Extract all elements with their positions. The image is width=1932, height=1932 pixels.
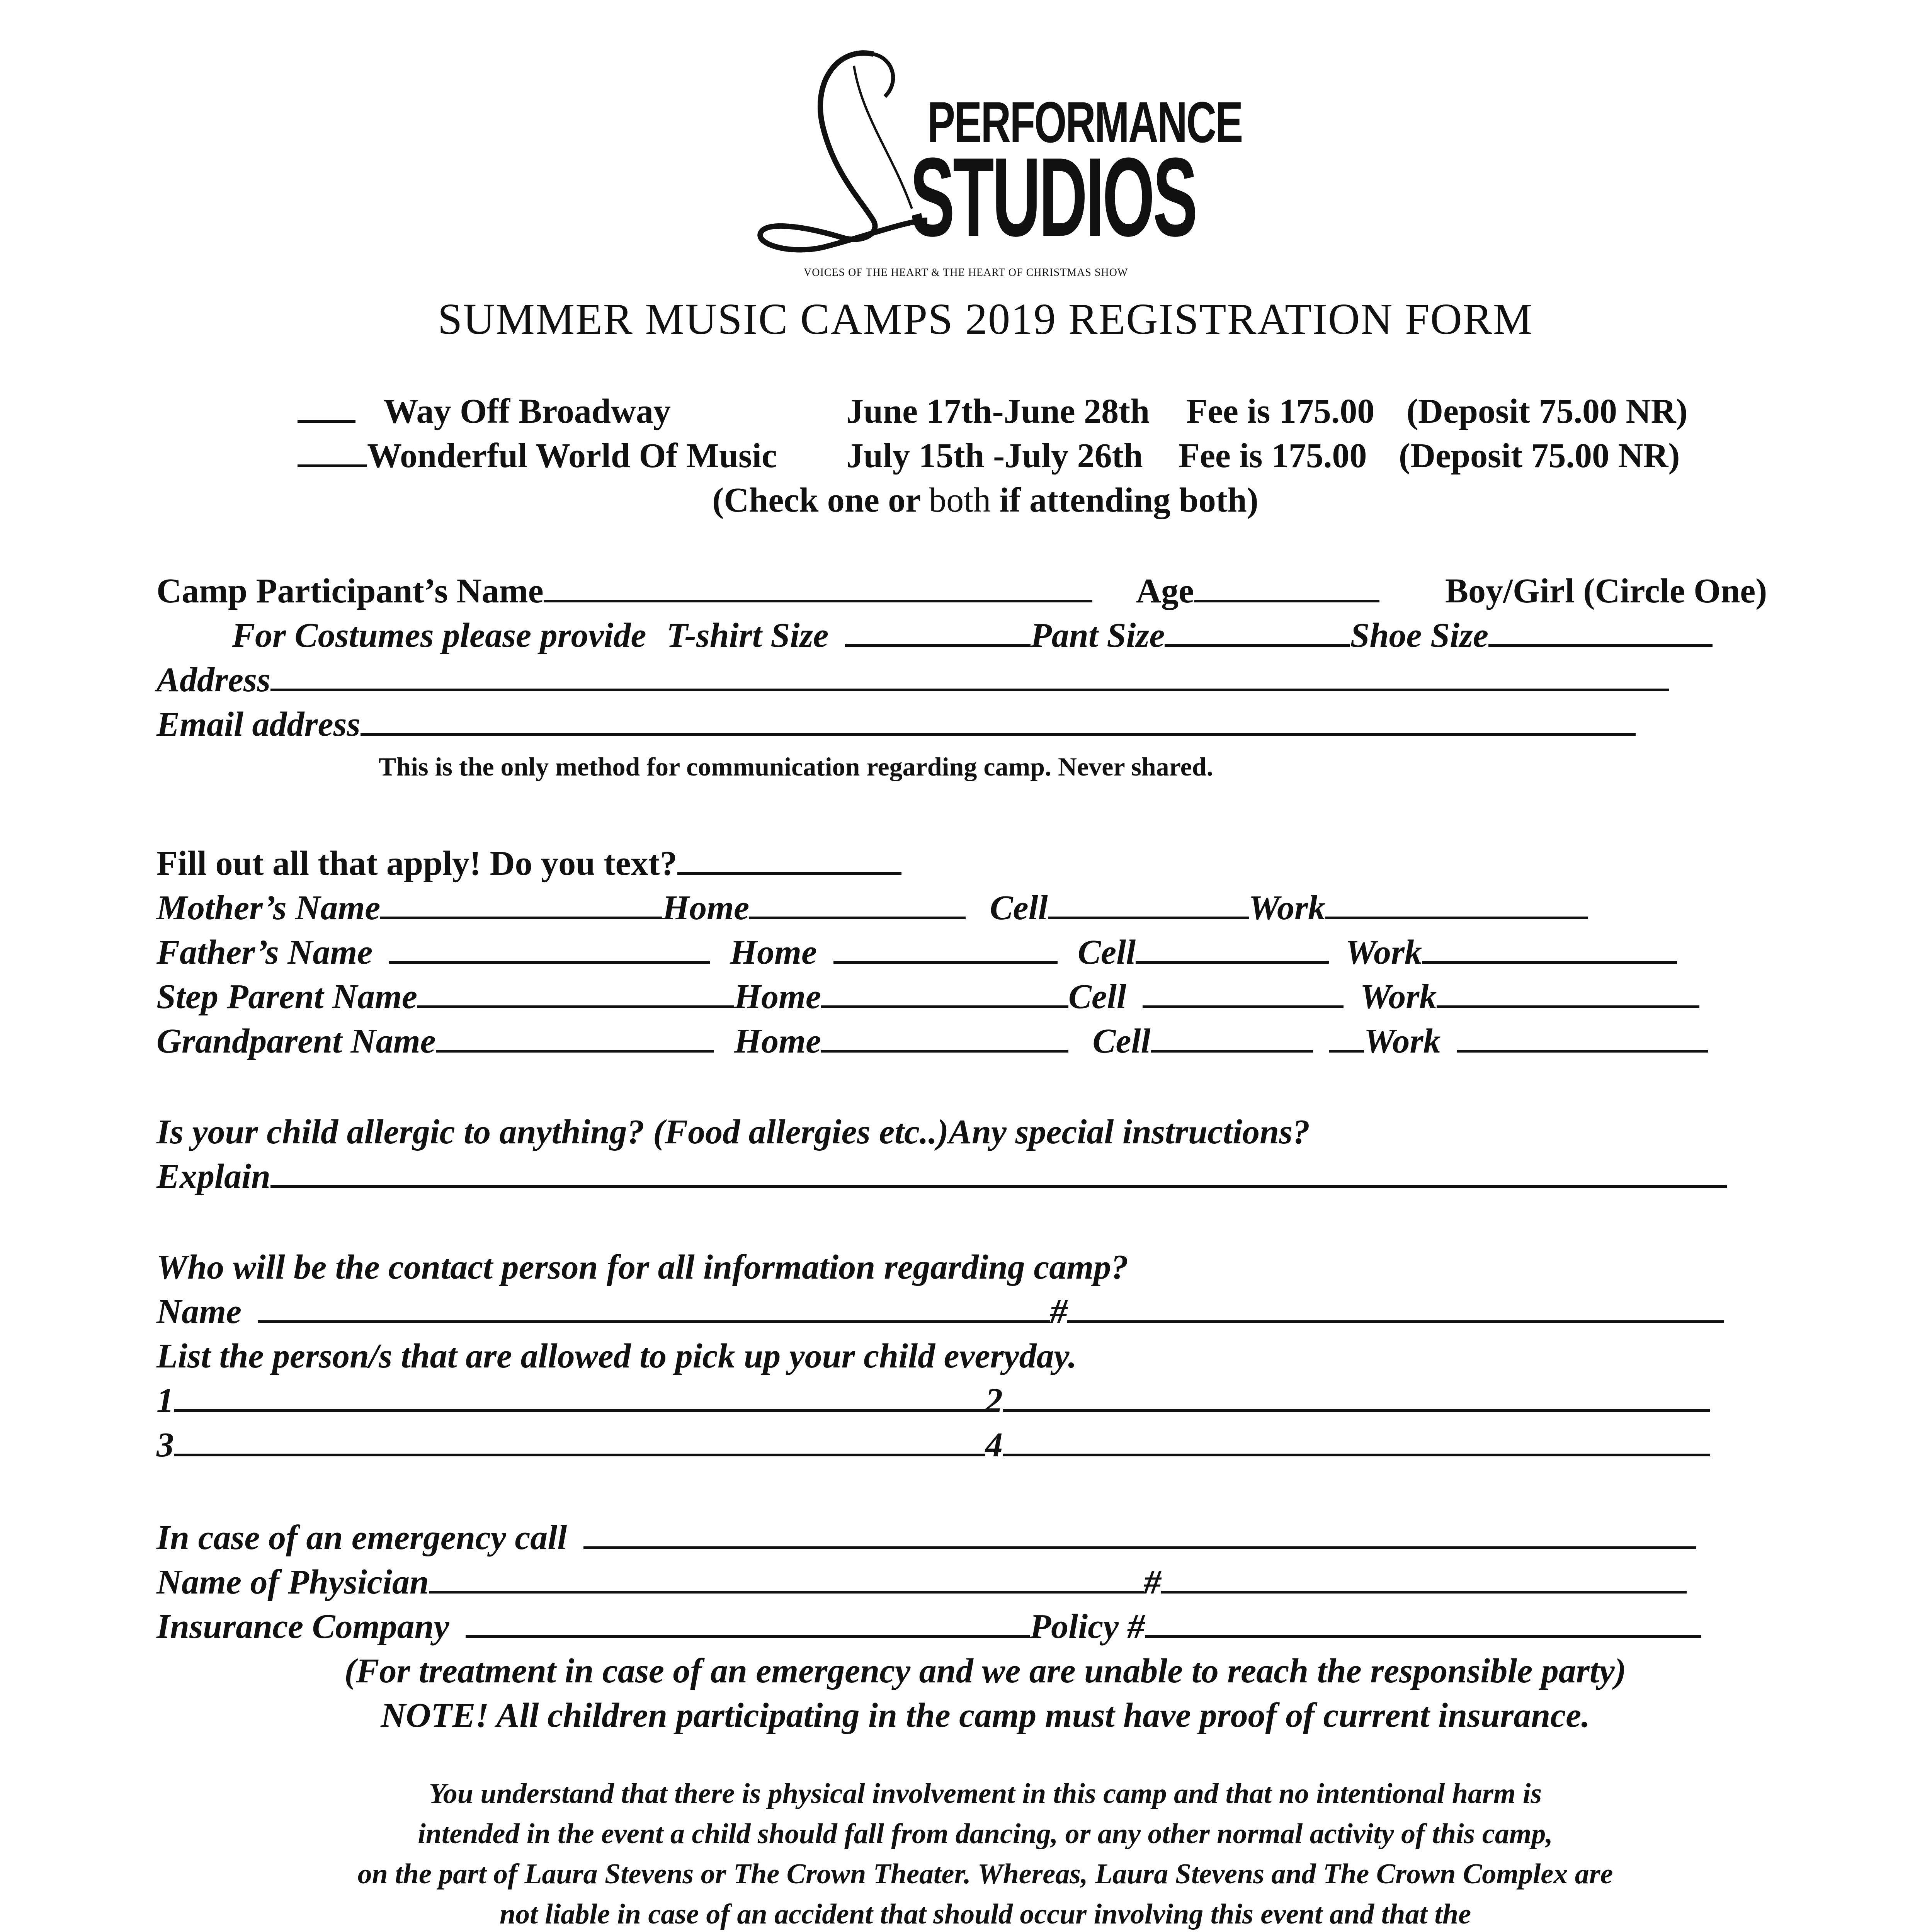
form-title: SUMMER MUSIC CAMPS 2019 REGISTRATION FORM: [437, 294, 1533, 344]
contact-number-label: #: [1050, 1293, 1068, 1331]
work-label: Work: [1345, 933, 1422, 971]
mother-work-field[interactable]: [1325, 887, 1588, 919]
address-row: [156, 659, 1669, 701]
mother-cell-field[interactable]: [1048, 887, 1249, 919]
waiver-line: intended in the event a child should fall from dancing, or any other normal activity of this camp,: [418, 1818, 1553, 1850]
text-question-row: [156, 842, 901, 885]
contact-row-father: [156, 931, 1677, 974]
contact-number-field[interactable]: [1067, 1291, 1724, 1323]
camps-note-pre: (Check one or: [712, 481, 920, 519]
camp-1-dates: June 17th-June 28th: [846, 392, 1150, 430]
camp-1-checkbox-line[interactable]: [298, 391, 355, 423]
father-work-field[interactable]: [1422, 932, 1677, 964]
contact-role-label: Grandparent Name: [156, 1022, 436, 1060]
grandparent-name-field[interactable]: [436, 1020, 714, 1053]
age-row: [1136, 570, 1379, 612]
physician-number-field[interactable]: [1161, 1561, 1687, 1594]
contact-role-label: Father’s Name: [156, 933, 373, 971]
pickup-row-2: [156, 1424, 1710, 1466]
pickup-slot-3-field[interactable]: [174, 1424, 985, 1456]
work-label: Work: [1364, 1022, 1441, 1060]
costume-row: [232, 614, 1713, 657]
pickup-slot-2-label: 2: [985, 1381, 1003, 1420]
contact-row-grandparent: [156, 1020, 1708, 1063]
father-cell-field[interactable]: [1136, 932, 1329, 964]
explain-label: Explain: [156, 1157, 271, 1196]
text-question-field[interactable]: [677, 843, 901, 875]
father-name-field[interactable]: [389, 932, 710, 964]
physician-name-field[interactable]: [429, 1561, 1144, 1594]
cell-label: Cell: [1068, 978, 1126, 1016]
camp-row-1: [298, 390, 671, 433]
pickup-slot-1-field[interactable]: [174, 1380, 985, 1412]
emergency-note-2: NOTE! All children participating in the camp must have proof of current insurance.: [381, 1696, 1590, 1735]
grandparent-work-field[interactable]: [1457, 1020, 1708, 1053]
camps-note-both: both: [929, 481, 991, 519]
pickup-row-1: [156, 1379, 1710, 1422]
mother-name-field[interactable]: [380, 887, 662, 919]
pickup-slot-3-label: 3: [156, 1426, 174, 1464]
camp-2-fee: Fee is 175.00: [1179, 437, 1367, 475]
shoe-label: Shoe Size: [1350, 616, 1488, 655]
contact-name-field[interactable]: [258, 1291, 1050, 1323]
shoe-field[interactable]: [1488, 615, 1713, 647]
logo-tagline: VOICES OF THE HEART & THE HEART OF CHRISTMAS SHOW: [804, 267, 1128, 279]
work-label: Work: [1248, 889, 1325, 927]
camp-2-checkbox-line[interactable]: [298, 435, 367, 467]
step-parent-cell-field[interactable]: [1143, 976, 1344, 1008]
costume-label: For Costumes please provide: [232, 616, 646, 655]
cell-label: Cell: [990, 889, 1048, 927]
pickup-slot-1-label: 1: [156, 1381, 174, 1420]
waiver-line: on the part of Laura Stevens or The Crown Theater. Whereas, Laura Stevens and The Crown Complex are: [357, 1858, 1613, 1890]
physician-label: Name of Physician: [156, 1563, 429, 1601]
home-label: Home: [662, 889, 750, 927]
policy-label: Policy #: [1030, 1607, 1145, 1646]
home-label: Home: [734, 978, 821, 1016]
contact-role-label: Step Parent Name: [156, 978, 417, 1016]
waiver-paragraph: [0, 1774, 1932, 1932]
step-parent-name-field[interactable]: [417, 976, 734, 1008]
emergency-note-1: (For treatment in case of an emergency and we are unable to reach the responsible party): [344, 1652, 1626, 1690]
camp-1-name: Way Off Broadway: [383, 392, 671, 430]
text-question-label: Fill out all that apply! Do you text?: [156, 844, 677, 883]
age-label: Age: [1136, 572, 1194, 610]
pickup-slot-4-label: 4: [985, 1426, 1003, 1464]
contact-row-step-parent: [156, 976, 1699, 1018]
step-parent-work-field[interactable]: [1437, 976, 1699, 1008]
insurance-row: [156, 1605, 1701, 1648]
gender-label: Boy/Girl (Circle One): [1445, 572, 1767, 610]
physician-row: [156, 1561, 1687, 1604]
tshirt-label: T-shirt Size: [667, 616, 829, 655]
home-label: Home: [730, 933, 817, 971]
contact-person-question: Who will be the contact person for all information regarding camp?: [156, 1248, 1129, 1286]
camp-row-2: [298, 435, 777, 477]
email-field[interactable]: [361, 704, 1636, 736]
participant-name-label: Camp Participant’s Name: [156, 572, 544, 610]
camp-1-deposit: (Deposit 75.00 NR): [1406, 392, 1688, 430]
age-field[interactable]: [1194, 570, 1379, 602]
camp-2-name: Wonderful World Of Music: [367, 437, 777, 475]
address-field[interactable]: [270, 659, 1669, 691]
step-parent-home-field[interactable]: [821, 976, 1068, 1008]
father-home-field[interactable]: [833, 932, 1058, 964]
insurance-label: Insurance Company: [156, 1607, 449, 1646]
camp-1-fee: Fee is 175.00: [1186, 392, 1375, 430]
grandparent-work-prefix-line[interactable]: [1329, 1020, 1364, 1053]
logo-word-studios: STUDIOS: [910, 134, 1196, 260]
pant-field[interactable]: [1165, 615, 1350, 647]
pickup-slot-2-field[interactable]: [1003, 1380, 1710, 1412]
pickup-label: List the person/s that are allowed to pick up your child everyday.: [156, 1337, 1077, 1375]
explain-field[interactable]: [270, 1156, 1727, 1188]
insurance-company-field[interactable]: [466, 1606, 1030, 1638]
email-note: This is the only method for communication regarding camp. Never shared.: [379, 752, 1213, 781]
contact-name-label: Name: [156, 1293, 242, 1331]
cell-label: Cell: [1078, 933, 1136, 971]
email-label: Email address: [156, 705, 361, 743]
contact-person-row: [156, 1291, 1724, 1333]
logo: [734, 31, 1242, 279]
grandparent-cell-field[interactable]: [1151, 1020, 1313, 1053]
pickup-slot-4-field[interactable]: [1003, 1424, 1710, 1456]
waiver-line: not liable in case of an accident that should occur involving this event and that the: [499, 1898, 1471, 1930]
logo-word-performance: PERFORMANCE: [927, 90, 1242, 155]
policy-number-field[interactable]: [1145, 1606, 1701, 1638]
participant-name-field[interactable]: [544, 570, 1092, 602]
participant-name-row: [156, 570, 1092, 612]
address-label: Address: [156, 661, 271, 699]
camp-selection-note: [0, 479, 1932, 522]
grandparent-home-field[interactable]: [821, 1020, 1068, 1053]
camps-note-post: if attending both): [999, 481, 1259, 519]
pant-label: Pant Size: [1030, 616, 1165, 655]
home-label: Home: [734, 1022, 821, 1060]
camp-2-deposit: (Deposit 75.00 NR): [1399, 437, 1680, 475]
emergency-call-label: In case of an emergency call: [156, 1519, 567, 1557]
cell-label: Cell: [1092, 1022, 1151, 1060]
mother-home-field[interactable]: [749, 887, 966, 919]
explain-row: [156, 1155, 1727, 1198]
physician-number-label: #: [1143, 1563, 1161, 1601]
allergy-question: Is your child allergic to anything? (Food allergies etc..)Any special instructions?: [156, 1113, 1310, 1151]
emergency-call-row: [156, 1517, 1696, 1559]
emergency-call-field[interactable]: [583, 1517, 1696, 1549]
camp-2-dates: July 15th -July 26th: [846, 437, 1143, 475]
waiver-line: You understand that there is physical involvement in this camp and that no intentional harm is: [429, 1778, 1542, 1810]
email-row: [156, 703, 1636, 746]
work-label: Work: [1360, 978, 1437, 1016]
mother-fields: [156, 887, 1588, 929]
tshirt-field[interactable]: [845, 615, 1031, 647]
